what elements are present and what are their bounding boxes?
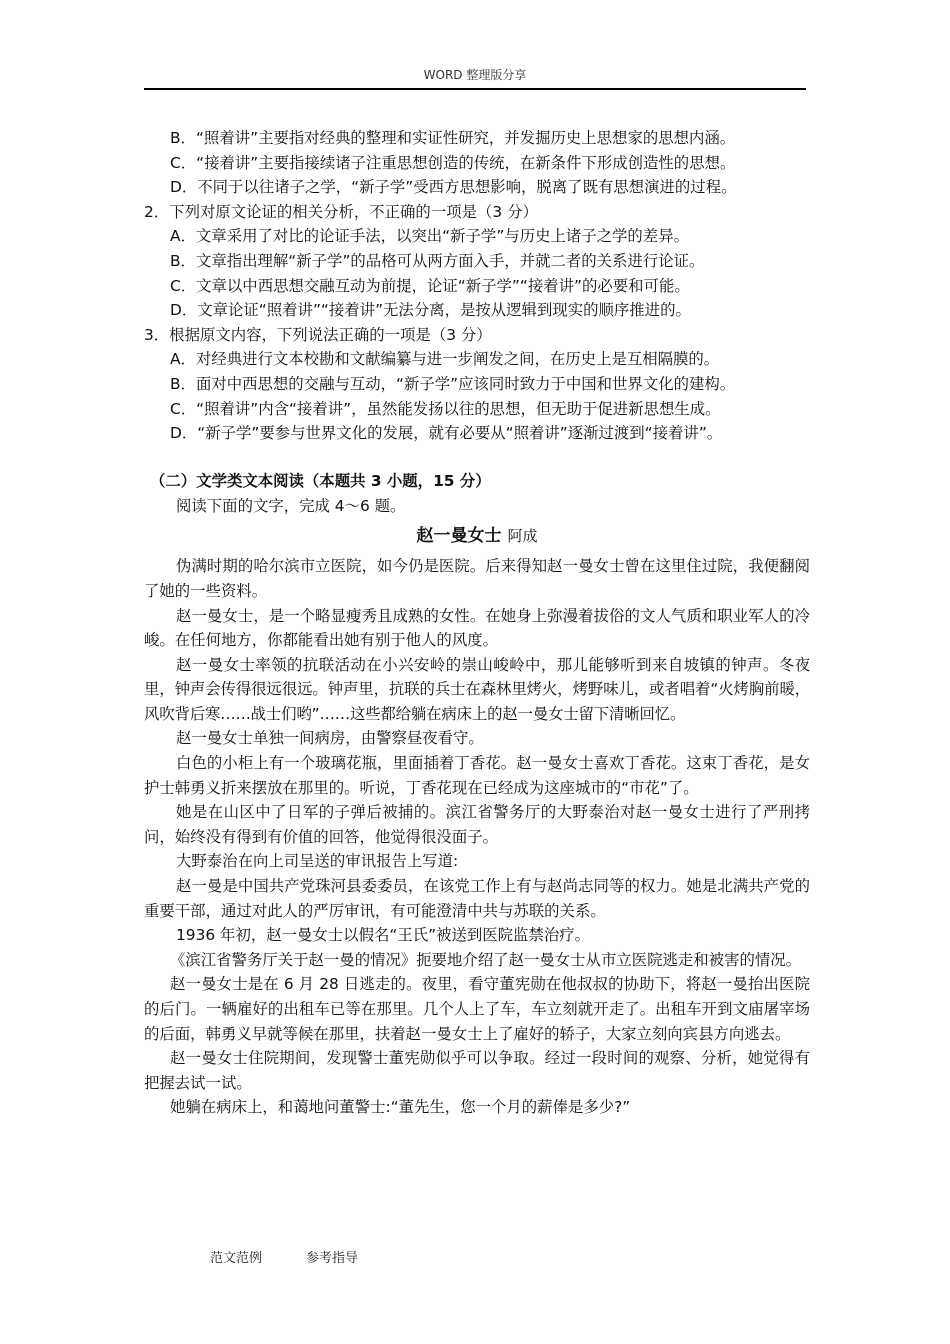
section-intro: 阅读下面的文字，完成 4～6 题。 — [176, 496, 406, 515]
q2-option-d: D．文章论证“照着讲”“接着讲”无法分离，是按从逻辑到现实的顺序推进的。 — [170, 301, 691, 320]
header-title: WORD 整理版分享 — [423, 68, 527, 82]
q3-stem: 3．根据原文内容，下列说法正确的一项是（3 分） — [144, 325, 492, 344]
article-paragraph: 赵一曼女士率领的抗联活动在小兴安岭的崇山峻岭中，那儿能够听到来自坡镇的钟声。冬夜里，钟声会传得很远很远。钟声里，抗联的兵士在森林里烤火，烤野味儿，或者唱着“火烤胸前暖，风吹背后寒……战士们哟”……这些都给躺在病床上的赵一曼女士留下清晰回忆。 — [144, 655, 810, 723]
article-paragraph: 赵一曼女士单独一间病房，由警察昼夜看守。 — [176, 729, 484, 748]
page-header — [144, 66, 806, 90]
article-paragraph: 赵一曼女士是在 6 月 28 日逃走的。夜里，看守董宪勋在他叔叔的协助下，将赵一曼抬出医院的后门。一辆雇好的出租车已等在那里。几个人上了车，车立刻就开走了。出租车开到文庙屠宰场的后面，韩勇义早就等候在那里，扶着赵一曼女士上了雇好的轿子，大家立刻向宾县方向逃去。 — [144, 975, 810, 1043]
q1-option-c: C．“接着讲”主要指接续诸子注重思想创造的传统，在新条件下形成创造性的思想。 — [170, 153, 736, 172]
q1-option-b: B．“照着讲”主要指对经典的整理和实证性研究，并发掘历史上思想家的思想内涵。 — [170, 129, 736, 147]
article-paragraph: 赵一曼女士，是一个略显瘦秀且成熟的女性。在她身上弥漫着拔俗的文人气质和职业军人的冷峻。在任何地方，你都能看出她有别于他人的风度。 — [144, 606, 810, 650]
article-paragraph: 白色的小柜上有一个玻璃花瓶，里面插着丁香花。赵一曼女士喜欢丁香花。这束丁香花，是女护士韩勇义折来摆放在那里的。听说，丁香花现在已经成为这座城市的“市花”了。 — [144, 754, 810, 797]
section-heading: （二）文学类文本阅读（本题共 3 小题，15 分） — [150, 471, 491, 490]
article-paragraph: 大野泰治在向上司呈送的审讯报告上写道: — [176, 852, 459, 871]
footer-right: 参考指导 — [306, 1251, 359, 1266]
article-paragraph: 她躺在病床上，和蔼地问董警士:“董先生，您一个月的薪俸是多少?” — [170, 1098, 631, 1117]
spacer — [144, 446, 810, 468]
document-body — [144, 126, 810, 1120]
q3-option-b: B．面对中西思想的交融与互动，“新子学”应该同时致力于中国和世界文化的建构。 — [170, 374, 736, 393]
article-title: 赵一曼女士 — [416, 526, 502, 547]
q2-option-c: C．文章以中西思想交融互动为前提，论证“新子学”“接着讲”的必要和可能。 — [170, 276, 690, 295]
article-paragraph: 赵一曼是中国共产党珠河县委委员，在该党工作上有与赵尚志同等的权力。她是北满共产党的重要干部，通过对此人的严厉审讯，有可能澄清中共与苏联的关系。 — [144, 877, 810, 920]
q2-stem: 2．下列对原文论证的相关分析，不正确的一项是（3 分） — [144, 202, 538, 221]
q1-option-d: D．不同于以往诸子之学，“新子学”受西方思想影响，脱离了既有思想演进的过程。 — [170, 178, 737, 197]
footer-left: 范文范例 — [210, 1251, 263, 1266]
q3-option-c: C．“照着讲”内含“接着讲”，虽然能发扬以往的思想，但无助于促进新思想生成。 — [170, 399, 721, 418]
article-paragraph: 赵一曼女士住院期间，发现警士董宪勋似乎可以争取。经过一段时间的观察、分析，她觉得有把握去试一试。 — [144, 1049, 810, 1092]
article-author: 阿成 — [507, 527, 538, 546]
page-footer — [210, 1247, 358, 1266]
q2-option-a: A．文章采用了对比的论证手法，以突出“新子学”与历史上诸子之学的差异。 — [170, 227, 689, 246]
article-paragraph: 伪满时期的哈尔滨市立医院，如今仍是医院。后来得知赵一曼女士曾在这里住过院，我便翻阅了她的一些资料。 — [144, 557, 810, 600]
q3-option-a: A．对经典进行文本校勘和文献编纂与进一步阐发之间，在历史上是互相隔膜的。 — [170, 350, 720, 369]
article-title-line — [144, 518, 810, 554]
article-paragraph: 《滨江省警务厅关于赵一曼的情况》扼要地介绍了赵一曼女士从市立医院逃走和被害的情况。 — [170, 950, 802, 969]
q2-option-b: B．文章指出理解“新子学”的品格可从两方面入手，并就二者的关系进行论证。 — [170, 251, 705, 270]
article-paragraph: 她是在山区中了日军的子弹后被捕的。滨江省警务厅的大野泰治对赵一曼女士进行了严刑拷问，始终没有得到有价值的回答，他觉得很没面子。 — [144, 803, 810, 846]
article-paragraph: 1936 年初，赵一曼女士以假名“王氏”被送到医院监禁治疗。 — [176, 926, 590, 945]
q3-option-d: D．“新子学”要参与世界文化的发展，就有必要从“照着讲”逐渐过渡到“接着讲”。 — [170, 424, 723, 443]
